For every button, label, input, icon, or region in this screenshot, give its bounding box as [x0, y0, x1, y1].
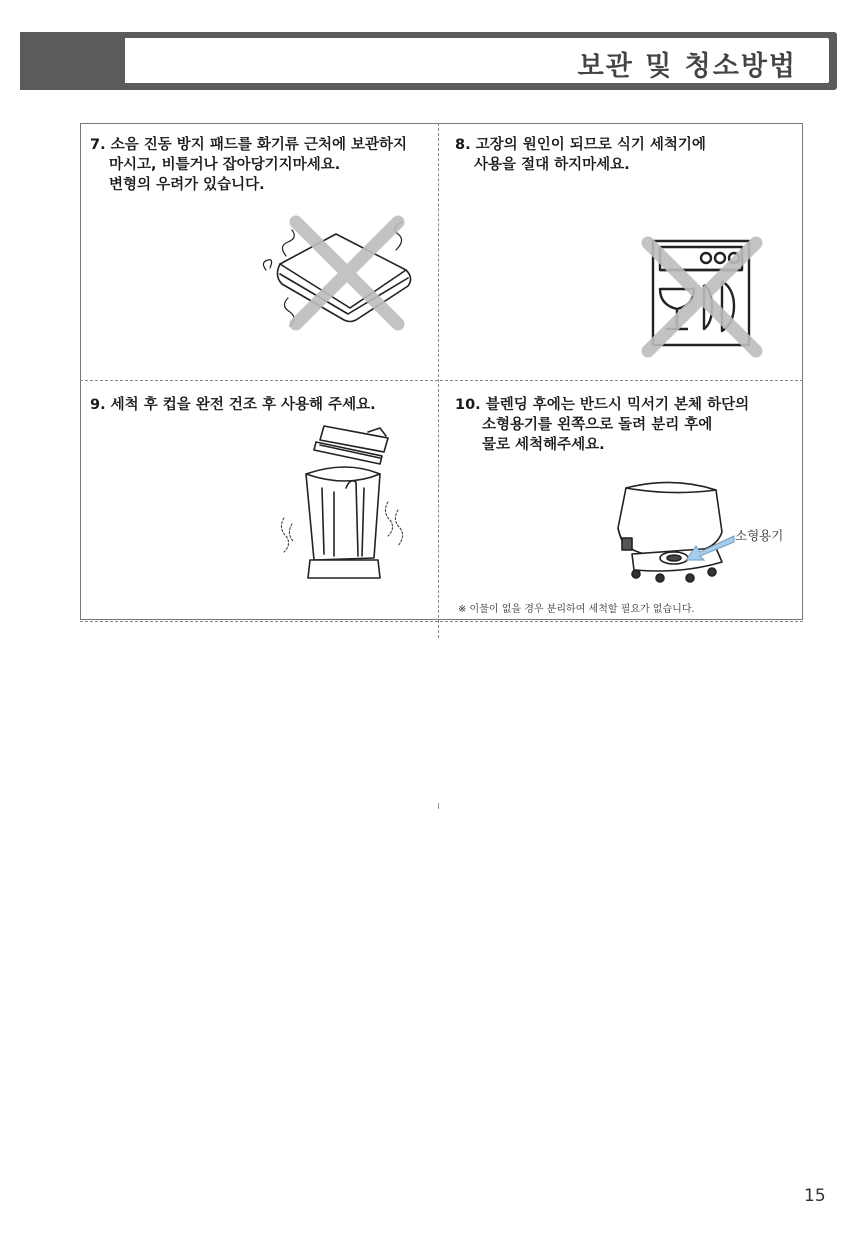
instruction-item-10	[455, 395, 749, 455]
cup-drying-illustration	[276, 418, 411, 588]
instruction-item-8	[455, 135, 706, 175]
page-title: 보관 및 청소방법	[577, 51, 797, 82]
page-number: 15	[804, 1186, 826, 1206]
instruction-item-7	[90, 135, 407, 195]
instruction-line: 물로 세척해주세요.	[482, 437, 605, 453]
instruction-line: 7. 소음 진동 방지 패드를 화기류 근처에 보관하지	[90, 137, 408, 153]
cleaning-note: ※ 이물이 없을 경우 분리하여 세척할 필요가 없습니다.	[458, 604, 695, 615]
instruction-line: 소형용기를 왼쪽으로 돌려 분리 후에	[482, 417, 713, 433]
instruction-line: 변형의 우려가 있습니다.	[109, 177, 265, 193]
instruction-line: 9. 세척 후 컵을 완전 건조 후 사용해 주세요.	[90, 397, 376, 413]
vertical-divider-stub	[438, 803, 439, 809]
instruction-line: 사용을 절대 하지마세요.	[474, 157, 630, 173]
bottom-divider	[80, 621, 803, 622]
horizontal-divider	[80, 380, 803, 381]
pad-heat-warning-illustration	[258, 212, 423, 340]
small-container-callout: 소형용기	[735, 528, 784, 543]
instruction-item-9	[90, 395, 376, 415]
blender-base-illustration	[612, 478, 737, 588]
instruction-line: 8. 고장의 원인이 되므로 식기 세척기에	[455, 137, 706, 153]
instruction-line: 10. 블렌딩 후에는 반드시 믹서기 본체 하단의	[455, 397, 750, 413]
instruction-line: 마시고, 비틀거나 잡아당기지마세요.	[109, 157, 341, 173]
dishwasher-warning-illustration	[638, 233, 766, 358]
